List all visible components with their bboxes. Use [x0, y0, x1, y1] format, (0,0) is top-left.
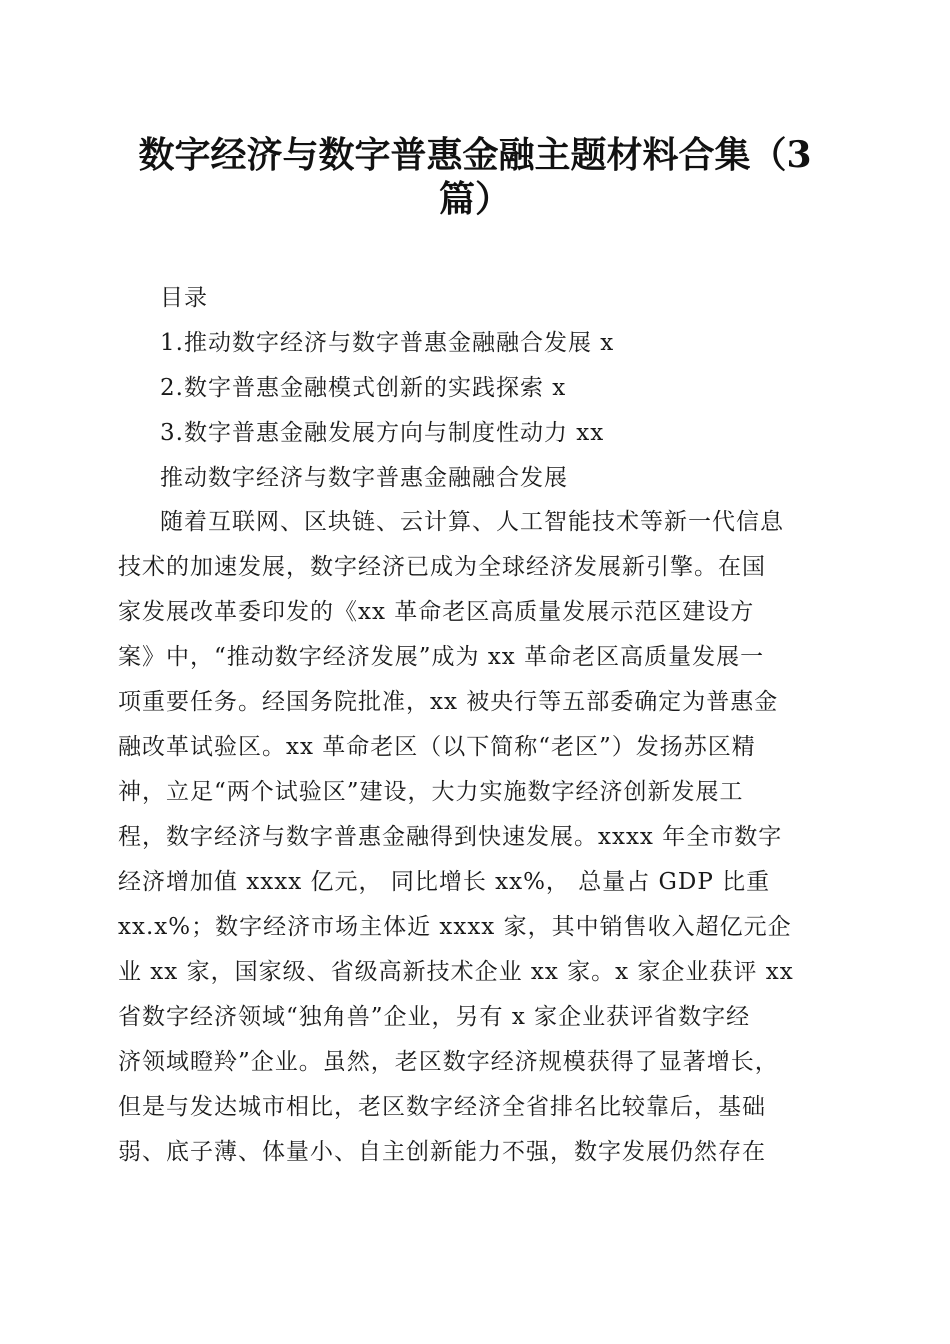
body-paragraph	[118, 500, 828, 1175]
body-line: 融改革试验区。xx 革命老区（以下简称“老区”）发扬苏区精	[118, 734, 756, 760]
body-line: 程，数字经济与数字普惠金融得到快速发展。xxxx 年全市数字	[118, 824, 783, 850]
body-line: 经济增加值 xxxx 亿元， 同比增长 xx%， 总量占 GDP 比重	[118, 869, 771, 895]
body-line: 神，立足“两个试验区”建设，大力实施数字经济创新发展工	[118, 779, 744, 805]
body-line: 案》中，“推动数字经济发展”成为 xx 革命老区高质量发展一	[118, 644, 765, 670]
body-line: 业 xx 家，国家级、省级高新技术企业 xx 家。x 家企业获评 xx	[118, 959, 794, 985]
toc-item: 2.数字普惠金融模式创新的实践探索 x	[160, 375, 567, 401]
body-line: xx.x%；数字经济市场主体近 xxxx 家，其中销售收入超亿元企	[118, 914, 792, 940]
body-line: 家发展改革委印发的《xx 革命老区高质量发展示范区建设方	[118, 599, 755, 625]
toc-heading: 目录	[160, 285, 208, 311]
body-line: 技术的加速发展，数字经济已成为全球经济发展新引擎。在国	[118, 554, 766, 580]
title-line-2: 篇）	[438, 178, 511, 220]
toc-item: 3.数字普惠金融发展方向与制度性动力 xx	[160, 420, 605, 446]
table-of-contents	[160, 276, 840, 501]
body-line: 随着互联网、区块链、云计算、人工智能技术等新一代信息	[160, 509, 784, 535]
section-heading: 推动数字经济与数字普惠金融融合发展	[160, 465, 568, 491]
title-line-1: 数字经济与数字普惠金融主题材料合集（3	[138, 134, 812, 176]
body-line: 济领域瞪羚”企业。虽然，老区数字经济规模获得了显著增长，	[118, 1049, 779, 1075]
body-line: 项重要任务。经国务院批准，xx 被央行等五部委确定为普惠金	[118, 689, 779, 715]
toc-item: 1.推动数字经济与数字普惠金融融合发展 x	[160, 330, 615, 356]
body-line: 但是与发达城市相比，老区数字经济全省排名比较靠后，基础	[118, 1094, 766, 1120]
body-line: 弱、底子薄、体量小、自主创新能力不强，数字发展仍然存在	[118, 1139, 766, 1165]
body-line: 省数字经济领域“独角兽”企业，另有 x 家企业获评省数字经	[118, 1004, 751, 1030]
document-title	[118, 133, 832, 221]
